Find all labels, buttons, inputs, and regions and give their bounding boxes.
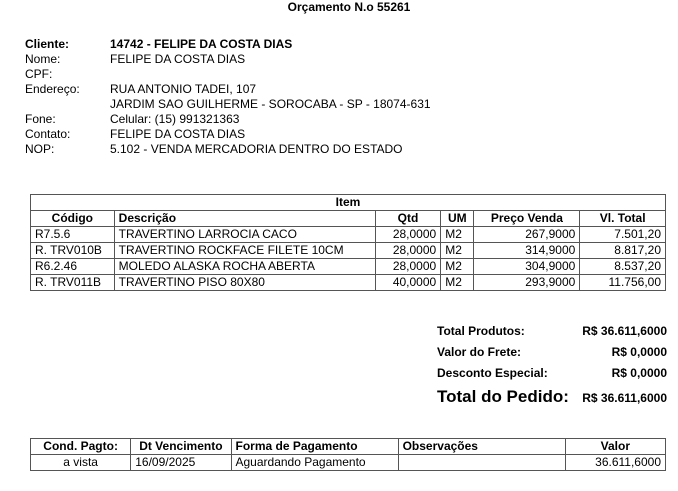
qtd-cell: 40,0000 — [375, 275, 441, 291]
preco-cell: 293,9000 — [474, 275, 580, 291]
table-row — [31, 243, 666, 259]
cliente-value: 14742 - FELIPE DA COSTA DIAS — [110, 37, 293, 51]
total-produtos-row — [437, 324, 667, 345]
header-descricao: Descrição — [114, 211, 375, 227]
table-row — [31, 259, 666, 275]
um-cell: M2 — [441, 259, 474, 275]
desconto-row — [437, 366, 667, 387]
totals-block — [437, 324, 667, 413]
contato-label: Contato: — [25, 127, 71, 141]
header-preco: Preço Venda — [474, 211, 580, 227]
codigo-cell: R7.5.6 — [31, 227, 115, 243]
total-pedido-value: R$ 36.611,6000 — [582, 391, 667, 405]
contato-row — [25, 127, 431, 142]
total-cell: 11.756,00 — [580, 275, 666, 291]
valor-cell: 36.611,6000 — [565, 455, 665, 471]
nop-row — [25, 142, 431, 157]
fone-row — [25, 112, 431, 127]
observacoes-cell — [398, 455, 565, 471]
fone-value: Celular: (15) 991321363 — [110, 112, 240, 126]
nop-value: 5.102 - VENDA MERCADORIA DENTRO DO ESTADO — [110, 142, 403, 156]
client-info — [25, 37, 431, 157]
nome-value: FELIPE DA COSTA DIAS — [110, 52, 246, 66]
forma-pagamento-cell: Aguardando Pagamento — [231, 455, 398, 471]
valor-frete-label: Valor do Frete: — [437, 345, 522, 359]
header-observacoes: Observações — [398, 439, 565, 455]
preco-cell: 304,9000 — [474, 259, 580, 275]
items-caption: Item — [31, 195, 666, 211]
desconto-label: Desconto Especial: — [437, 366, 548, 380]
total-pedido-label: Total do Pedido: — [437, 387, 569, 406]
um-cell: M2 — [441, 275, 474, 291]
descricao-cell: TRAVERTINO ROCKFACE FILETE 10CM — [114, 243, 375, 259]
nop-label: NOP: — [25, 142, 55, 156]
nome-row — [25, 52, 431, 67]
table-row — [31, 227, 666, 243]
fone-label: Fone: — [25, 112, 56, 126]
total-produtos-label: Total Produtos: — [437, 324, 525, 338]
payment-table — [30, 438, 666, 471]
um-cell: M2 — [441, 227, 474, 243]
valor-frete-value: R$ 0,0000 — [611, 345, 667, 359]
desconto-value: R$ 0,0000 — [611, 366, 667, 380]
cpf-row — [25, 67, 431, 82]
items-table — [30, 194, 666, 291]
codigo-cell: R. TRV010B — [31, 243, 115, 259]
total-cell: 7.501,20 — [580, 227, 666, 243]
codigo-cell: R6.2.46 — [31, 259, 115, 275]
total-cell: 8.817,20 — [580, 243, 666, 259]
qtd-cell: 28,0000 — [375, 227, 441, 243]
header-um: UM — [441, 211, 474, 227]
descricao-cell: TRAVERTINO LARROCIA CACO — [114, 227, 375, 243]
endereco-line1: RUA ANTONIO TADEI, 107 — [110, 82, 257, 96]
endereco-line2: JARDIM SAO GUILHERME - SOROCABA - SP - 18074-631 — [110, 97, 431, 111]
table-row — [31, 275, 666, 291]
cpf-label: CPF: — [25, 67, 53, 81]
header-valor: Valor — [565, 439, 665, 455]
endereco-label: Endereço: — [25, 82, 80, 96]
descricao-cell: MOLEDO ALASKA ROCHA ABERTA — [114, 259, 375, 275]
codigo-cell: R. TRV011B — [31, 275, 115, 291]
endereco-row — [25, 82, 431, 97]
descricao-cell: TRAVERTINO PISO 80X80 — [114, 275, 375, 291]
contato-value: FELIPE DA COSTA DIAS — [110, 127, 246, 141]
header-total: Vl. Total — [580, 211, 666, 227]
valor-frete-row — [437, 345, 667, 366]
total-cell: 8.537,20 — [580, 259, 666, 275]
um-cell: M2 — [441, 243, 474, 259]
cliente-label: Cliente: — [25, 37, 70, 51]
document-title: Orçamento N.o 55261 — [287, 0, 411, 14]
dt-vencimento-cell: 16/09/2025 — [131, 455, 231, 471]
preco-cell: 314,9000 — [474, 243, 580, 259]
cond-pagto-cell: a vista — [31, 455, 131, 471]
header-forma-pagamento: Forma de Pagamento — [231, 439, 398, 455]
qtd-cell: 28,0000 — [375, 243, 441, 259]
header-cond-pagto: Cond. Pagto: — [31, 439, 131, 455]
header-dt-vencimento: Dt Vencimento — [131, 439, 231, 455]
total-pedido-row — [437, 387, 667, 413]
table-row — [31, 455, 666, 471]
header-codigo: Código — [31, 211, 115, 227]
total-produtos-value: R$ 36.611,6000 — [582, 324, 667, 338]
client-row — [25, 37, 431, 52]
nome-label: Nome: — [25, 52, 61, 66]
preco-cell: 267,9000 — [474, 227, 580, 243]
header-qtd: Qtd — [375, 211, 441, 227]
qtd-cell: 28,0000 — [375, 259, 441, 275]
endereco-row-2 — [25, 97, 431, 112]
